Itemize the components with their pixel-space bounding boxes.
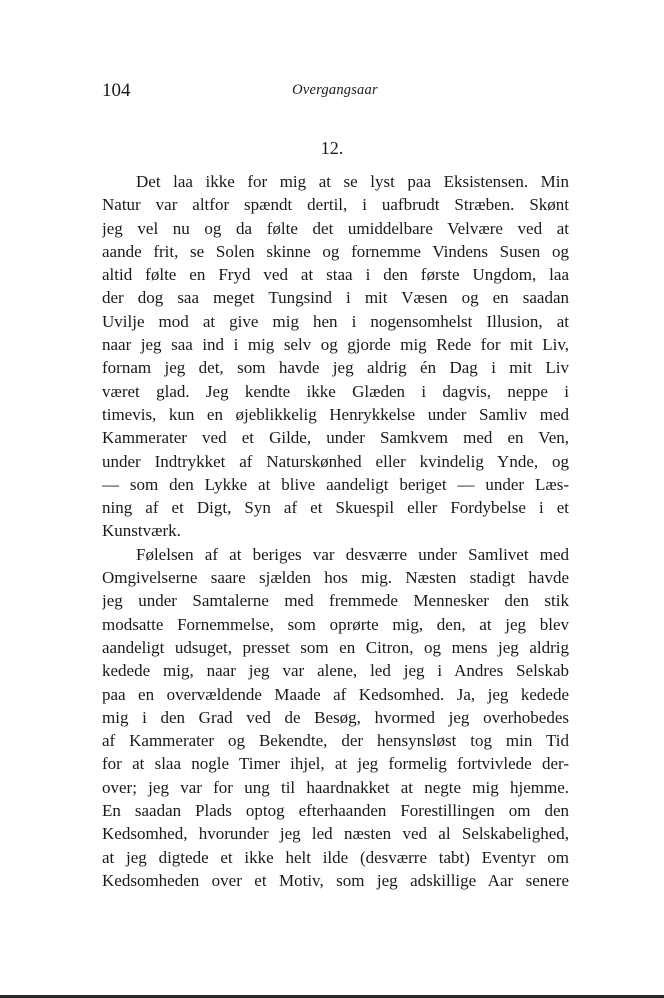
text-line: for at slaa nogle Timer ihjel, at jeg formelig fortvivlede der- bbox=[102, 754, 569, 774]
text-line: kedede mig, naar jeg var alene, led jeg i Andres Selskab bbox=[102, 661, 569, 681]
running-title: Overgangsaar bbox=[292, 82, 378, 98]
text-line: jeg vel nu og da følte det umiddelbare Velvære ved at bbox=[102, 218, 569, 238]
text-line: Natur var altfor spændt dertil, i uafbrudt Stræben. Skønt bbox=[102, 195, 569, 215]
text-line: timevis, kun en øjeblikkelig Henrykkelse under Samliv med bbox=[102, 404, 569, 424]
text-line: Kedsomhed, hvorunder jeg led næsten ved al Selskabelighed, bbox=[102, 824, 569, 844]
text-line: Uvilje mod at give mig hen i nogensomhelst Illusion, at bbox=[102, 311, 569, 331]
text-line: jeg under Samtalerne med fremmede Mennesker den stik bbox=[102, 591, 569, 611]
text-line: modsatte Fornemmelse, som oprørte mig, den, at jeg blev bbox=[102, 614, 569, 634]
text-line: Kedsomheden over et Motiv, som jeg adskillige Aar senere bbox=[102, 870, 569, 890]
text-line: mig i den Grad ved de Besøg, hvormed jeg overhobedes bbox=[102, 707, 569, 727]
text-line: ning af et Digt, Syn af et Skuespil eller Fordybelse i et bbox=[102, 498, 569, 518]
paragraph-2 bbox=[102, 543, 569, 892]
text-line: under Indtrykket af Naturskønhed eller kvindelig Ynde, og bbox=[102, 451, 569, 471]
page-number: 104 bbox=[102, 80, 131, 101]
text-line: aande frit, se Solen skinne og fornemme Vindens Susen og bbox=[102, 241, 569, 261]
text-line: fornam jeg det, som havde jeg aldrig én Dag i mit Liv bbox=[102, 358, 569, 378]
text-line: over; jeg var for ung til haardnakket at negte mig hjemme. bbox=[102, 777, 569, 797]
text-line: Omgivelserne saare sjælden hos mig. Næsten stadigt havde bbox=[102, 568, 569, 588]
section-number: 12. bbox=[320, 138, 344, 158]
text-line: En saadan Plads optog efterhaanden Forestillingen om den bbox=[102, 801, 569, 821]
paragraph-1 bbox=[102, 170, 569, 543]
text-line: Det laa ikke for mig at se lyst paa Eksistensen. Min bbox=[136, 172, 569, 191]
text-line: der dog saa meget Tungsind i mit Væsen og en saadan bbox=[102, 288, 569, 308]
text-line: altid følte en Fryd ved at staa i den første Ungdom, laa bbox=[102, 265, 569, 285]
text-line: Kammerater ved et Gilde, under Samkvem med en Ven, bbox=[102, 428, 569, 448]
text-line: aandeligt udsuget, presset som en Citron, og mens jeg aldrig bbox=[102, 637, 569, 657]
page-header bbox=[100, 80, 570, 104]
text-line: Følelsen af at beriges var desværre under Samlivet med bbox=[136, 544, 569, 564]
text-line: af Kammerater og Bekendte, der hensynsløst tog min Tid bbox=[102, 731, 569, 751]
text-line: været glad. Jeg kendte ikke Glæden i dagvis, neppe i bbox=[102, 381, 569, 401]
text-line: paa en overvældende Maade af Kedsomhed. Ja, jeg kedede bbox=[102, 684, 569, 704]
text-line: — som den Lykke at blive aandeligt beriget — under Læs- bbox=[102, 474, 569, 494]
text-line: naar jeg saa ind i mig selv og gjorde mig Rede for mit Liv, bbox=[102, 335, 569, 355]
text-line: at jeg digtede et ikke helt ilde (desværre tabt) Eventyr om bbox=[102, 847, 569, 867]
text-line: Kunstværk. bbox=[102, 521, 181, 541]
body-text bbox=[102, 170, 569, 892]
